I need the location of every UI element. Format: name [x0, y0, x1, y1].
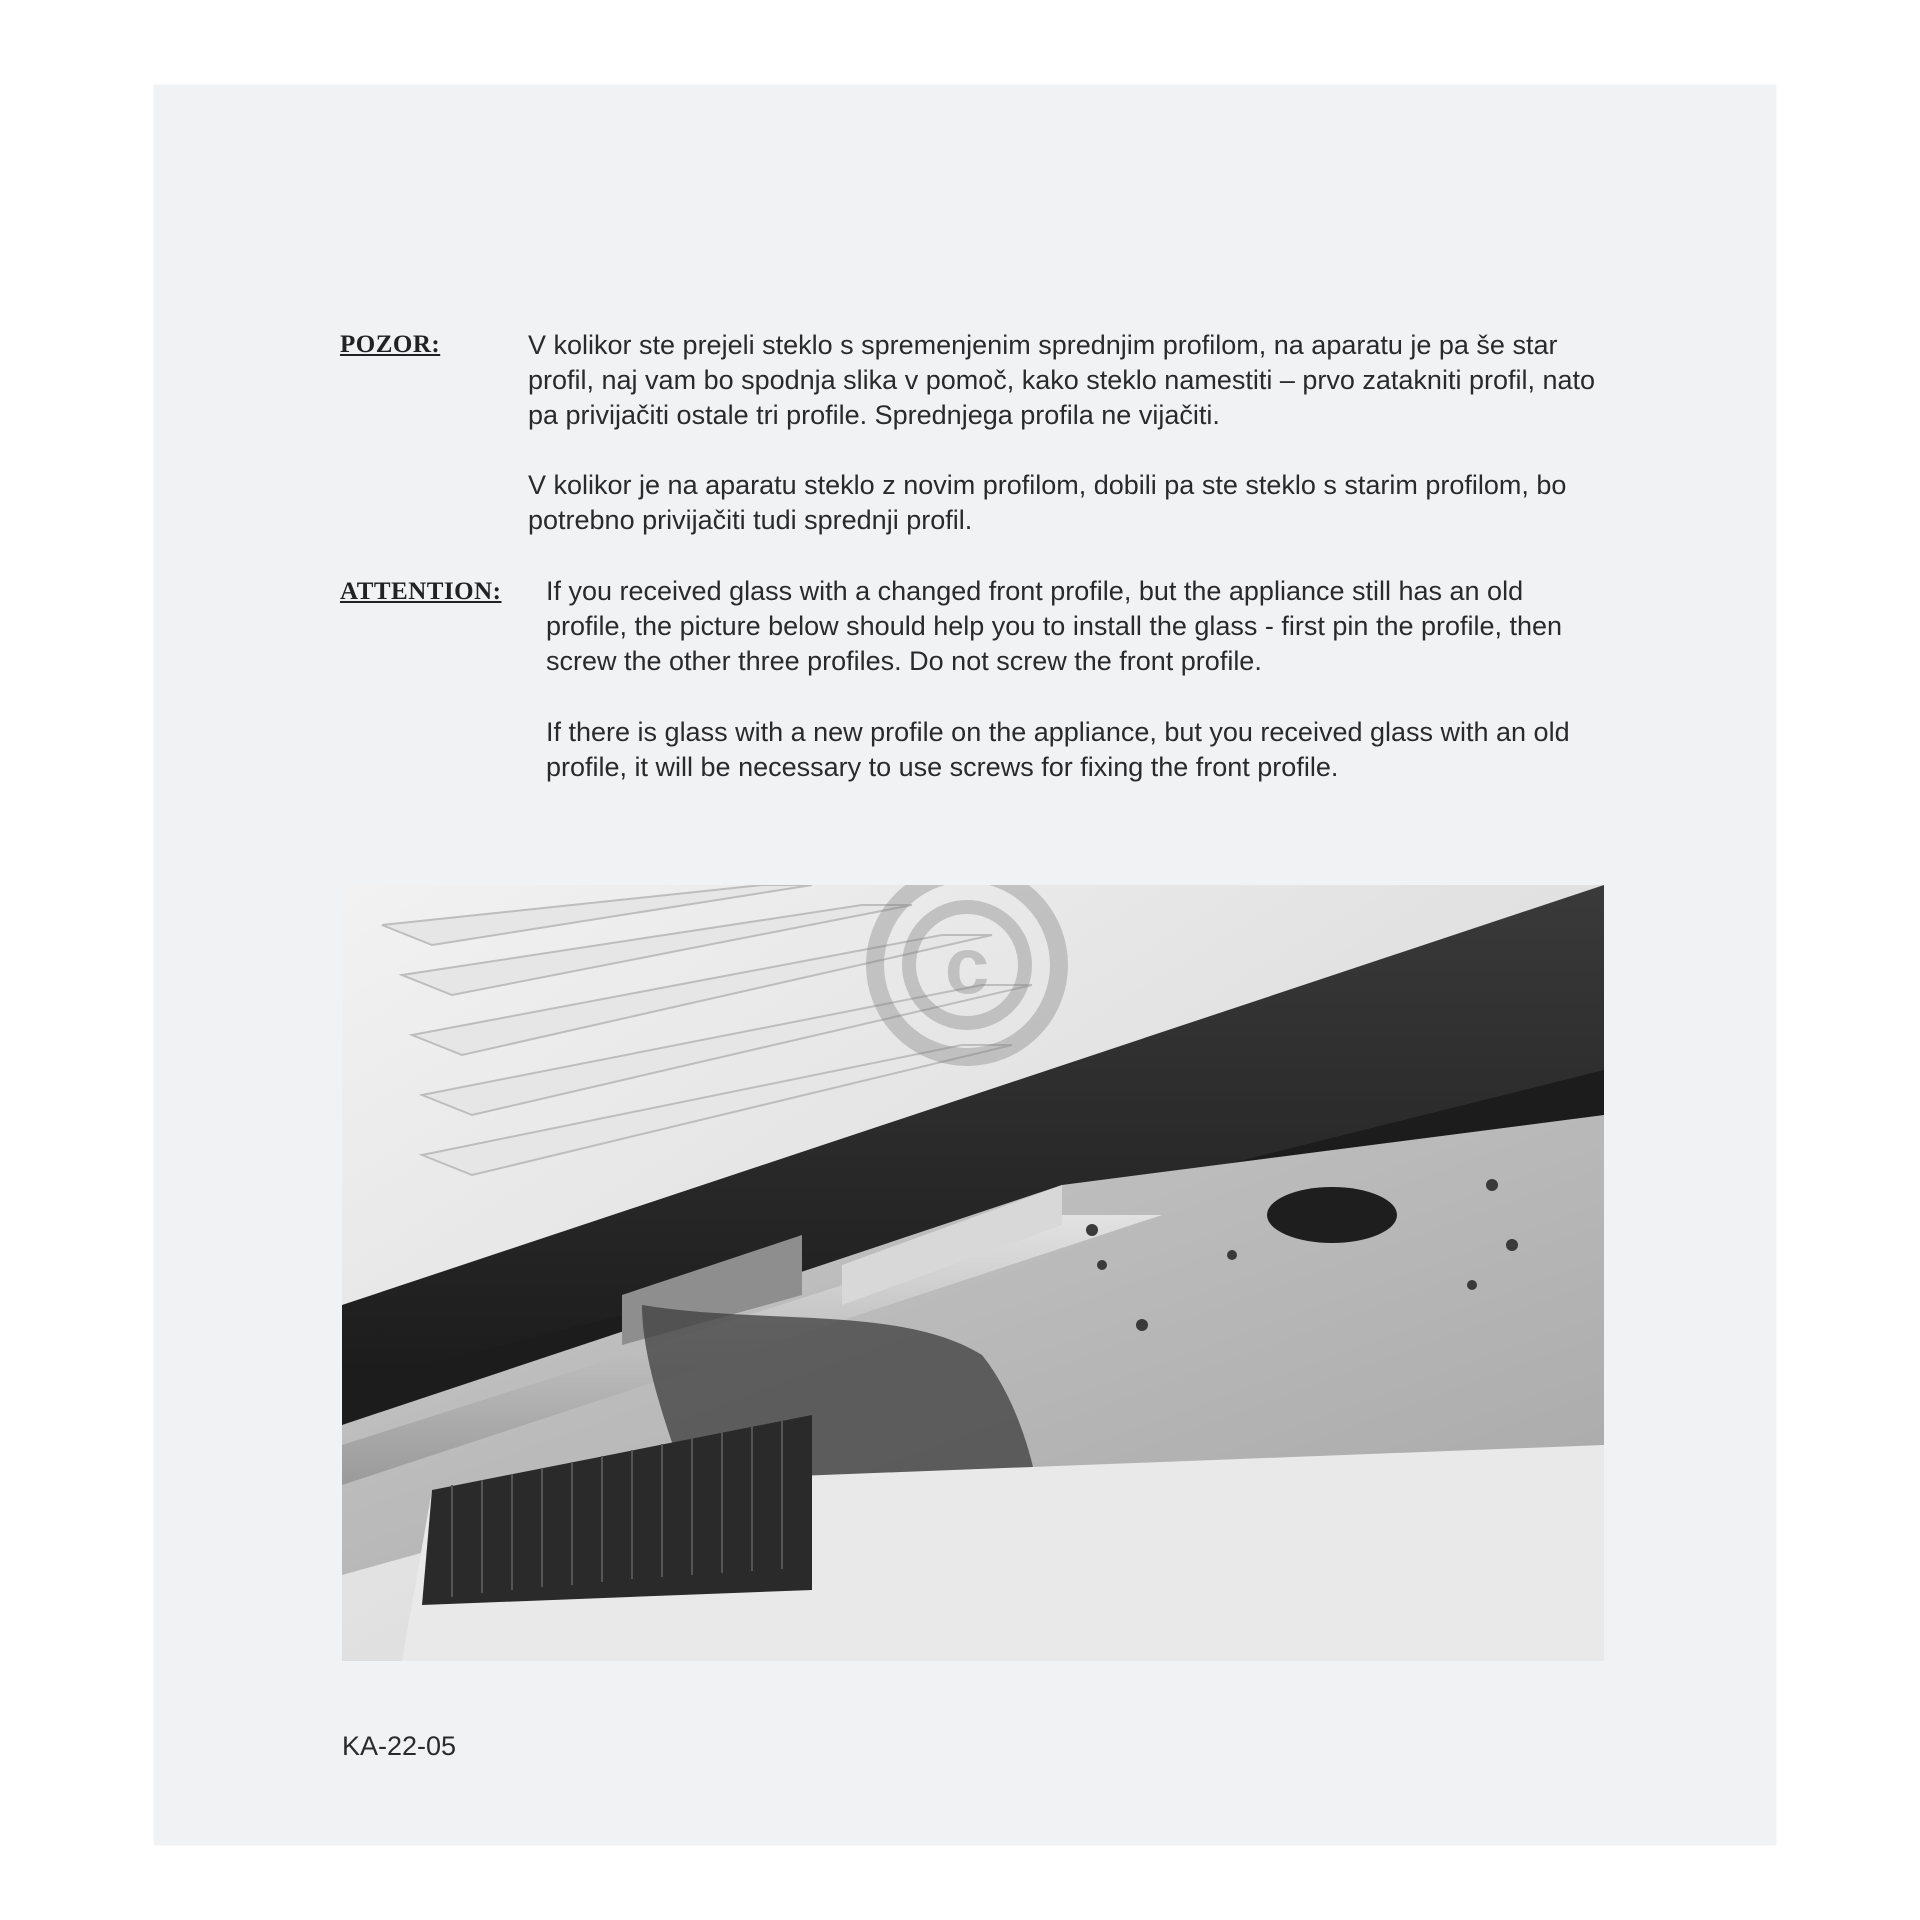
pozor-paragraph-1: V kolikor ste prejeli steklo s spremenjenim sprednjim profilom, na aparatu je pa še star profil, naj vam bo spodnja slika v pomoč, kako steklo namestiti – prvo zatakniti profil, nato pa privijačiti ostale tri profile. Sprednjega profila ne vijačiti. [528, 330, 1596, 430]
document-sheet [154, 85, 1776, 1845]
attention-paragraph-2: If there is glass with a new profile on the appliance, but you received glass with an old profile, it will be necessary to use screws for fixing the front profile. [546, 717, 1570, 782]
document-code: KA-22-05 [342, 1731, 457, 1761]
installation-photo [342, 885, 1604, 1661]
attention-paragraph-1: If you received glass with a changed front profile, but the appliance still has an old profile, the picture below should help you to install the glass - first pin the profile, then screw the other three profiles. Do not screw the front profile. [546, 576, 1563, 676]
pozor-paragraph-2: V kolikor je na aparatu steklo z novim profilom, dobili pa ste steklo s starim profilom, bo potrebno privijačiti tudi sprednji profil. [528, 470, 1567, 535]
attention-label: ATTENTION: [340, 578, 502, 605]
pozor-label: POZOR: [340, 331, 441, 358]
svg-text:c: c [944, 921, 990, 1010]
